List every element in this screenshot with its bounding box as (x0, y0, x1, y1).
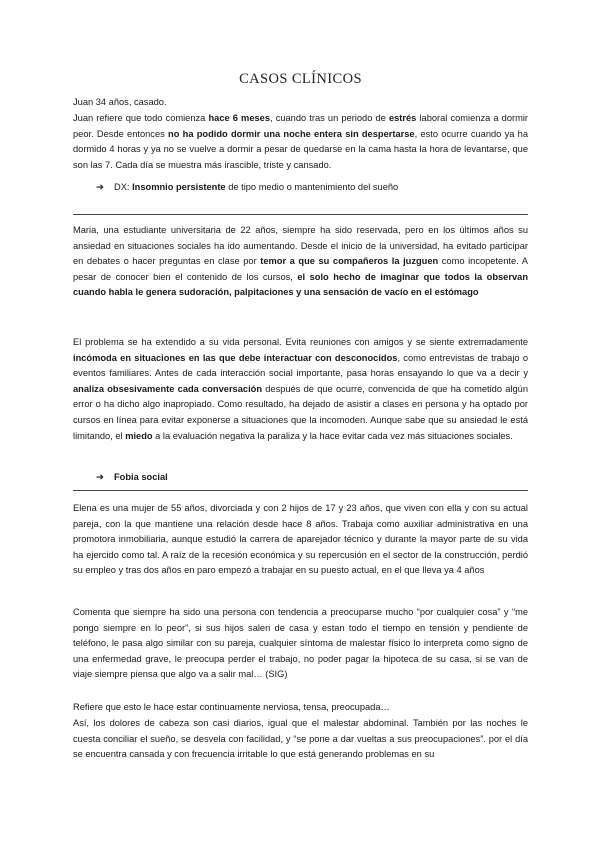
text-run: Así, los dolores de cabeza son casi diarios, igual que el malestar abdominal. También por las noches le cuesta conciliar el sueño, se desvela con facilidad, y “se pone a dar vueltas a sus preocupaciones”. por el día se encuentra cansada y con frecuencia irritable lo que está generando problemas en su (73, 718, 528, 760)
case1-dx-label: DX: (114, 182, 133, 192)
text-run: laboral comienza a dormir peor. Desde entonces (73, 113, 528, 139)
text-run: Elena es una mujer de 55 años, divorciada y con 2 hijos de 17 y 23 años, que viven con ella y con su actual pareja, con la que mantiene una relación desde hace 8 años. Trabaja como auxiliar administrativa en una promotora inmobiliaria, aunque estudió la carrera de aparejador técnico y durante la mayor parte de su vida ha ejercido como tal. A raíz de la recesión económica y su repercusión en el sector de la construcción, perdió su empleo y tras dos años en paro empezó a trabajar en su puesto actual, en el que lleva ya 4 años (73, 503, 528, 576)
case2-dx-bold: Fobia social (114, 472, 168, 482)
emphasized-text: no ha podido dormir una noche entera sin despertarse (168, 128, 415, 139)
emphasized-text: analiza obsesivamente cada conversación (73, 383, 263, 394)
text-run: Juan refiere que todo comienza (73, 113, 209, 123)
case1-body (73, 111, 528, 173)
text-run: El problema se ha extendido a su vida personal. Evita reuniones con amigos y se siente extremadamente (73, 337, 528, 347)
page-title: CASOS CLÍNICOS (239, 71, 362, 87)
arrow-right-icon: ➔ (96, 472, 104, 482)
case3-paragraph-1 (73, 501, 528, 579)
emphasized-text: miedo (125, 430, 153, 441)
case1-dx-rest: de tipo medio o mantenimiento del sueño (225, 182, 399, 192)
emphasized-text: hace 6 meses (208, 113, 270, 123)
emphasized-text: estrés (388, 113, 417, 123)
case3-paragraph-4 (73, 716, 528, 763)
text-run: Maria, una estudiante universitaria de 22 años, siempre ha sido reservada, pero en los últimos años su ansiedad en situaciones sociales ha ido aumentando. Desde el inicio de la universidad, ha evitado participar en debates o hacer preguntas en clase por (73, 225, 528, 267)
case1-dx-bold: Insomnio persistente (132, 182, 226, 192)
text-run: Comenta que siempre ha sido una persona con tendencia a preocuparse mucho “por cualquier cosa” y “me pongo siempre en lo peor”, si sus hijos salen de casa y estan todo el tiempo en tensión y pendiente de teléfono, le pasa algo similar con su pareja, cualquier síntoma de malestar físico lo interpreta como signo de una enfermedad grave, le preocupa perder el trabajo, no poder pagar la hipoteca de su casa, si se van de viaje siempre piensa que algo va a salir mal… (SIG) (73, 607, 528, 680)
text-run: después de que ocurre, convencida de que ha cometido algún error o ha dicho algo inapropiado. Como resultado, ha dejado de asistir a clases en persona y ha optado por cursos en línea para evitar exponerse a situaciones que la incomoden. Aunque sabe que su ansiedad le está limitando, el (73, 383, 528, 441)
emphasized-text: el solo hecho de imaginar que todos la observan cuando habla le genera sudoración, palpitaciones y una sensación de vacío en el estómago (73, 271, 528, 298)
divider-2 (73, 490, 528, 491)
case2-diagnosis (96, 470, 168, 486)
text-run: , esto ocurre cuando ya ha dormido 4 horas y ya no se vuelve a dormir a pesar de quedarse en la cama hasta la hora de levantarse, que son las 7. Cada día se muestra más irascible, triste y cansado. (73, 128, 528, 170)
text-run: como incopetente. A pesar de conocer bien el contenido de los cursos, (73, 256, 528, 282)
emphasized-text: incómoda en situaciones en las que debe interactuar con desconocidos (73, 352, 398, 363)
emphasized-text: temor a que su compañeros la juzguen (260, 256, 439, 267)
text-run: , como entrevistas de trabajo o eventos familiares. Antes de cada interacción social importante, pasa horas ensayando lo que va a decir y (73, 352, 528, 379)
case3-paragraph-3: Refiere que esto le hace estar continuamente nerviosa, tensa, preocupada… (73, 702, 390, 712)
text-run: , cuando tras un periodo de (270, 113, 389, 123)
case3-paragraph-2 (73, 605, 528, 683)
case2-paragraph-1 (73, 223, 528, 301)
case1-heading: Juan 34 años, casado. (73, 97, 167, 107)
case1-diagnosis (96, 180, 398, 196)
arrow-right-icon: ➔ (96, 182, 104, 192)
text-run: a la evaluación negativa la paraliza y la hace evitar cada vez más situaciones sociales. (152, 430, 513, 441)
case2-paragraph-2 (73, 335, 528, 444)
divider-1 (73, 214, 528, 215)
